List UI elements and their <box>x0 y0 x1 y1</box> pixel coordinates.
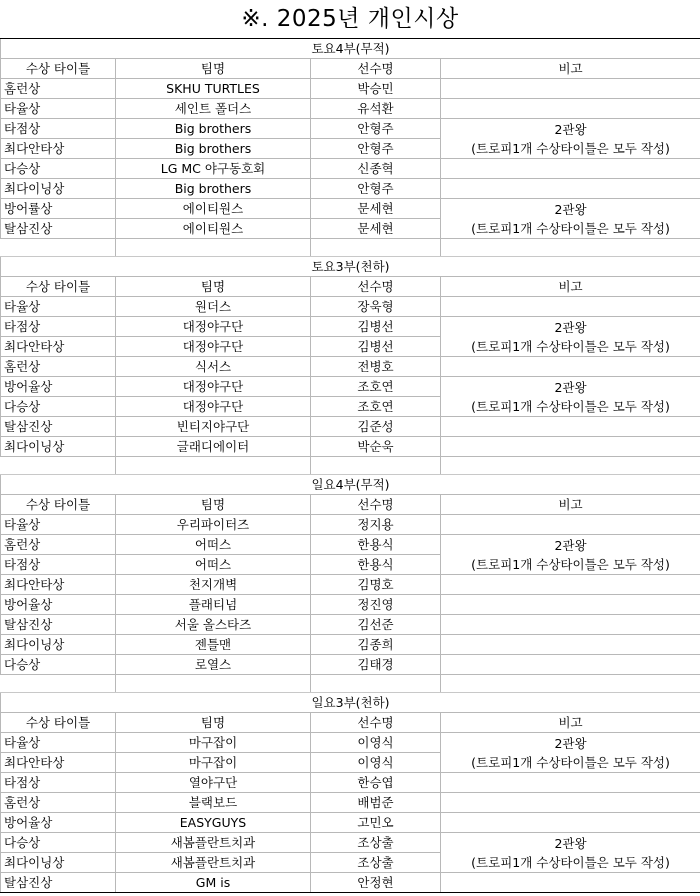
award-title: 방어율상 <box>1 377 116 397</box>
award-title: 최다이닝상 <box>1 635 116 655</box>
spacer-cell <box>311 239 441 257</box>
table-row <box>1 437 700 457</box>
team-name: 에이티원스 <box>116 199 311 219</box>
team-name: 원더스 <box>116 297 311 317</box>
spacer-row <box>1 239 700 257</box>
table-row <box>1 317 700 337</box>
header-team: 팀명 <box>116 59 311 79</box>
section-title: 일요4부(무적) <box>1 475 700 495</box>
header-team: 팀명 <box>116 713 311 733</box>
spacer-cell <box>1 675 116 693</box>
note-cell <box>441 199 700 239</box>
spacer-cell <box>311 675 441 693</box>
team-name: 어떠스 <box>116 535 311 555</box>
table-row <box>1 199 700 219</box>
award-title: 다승상 <box>1 397 116 417</box>
column-header-row <box>1 713 700 733</box>
table-row <box>1 793 700 813</box>
player-name: 장욱형 <box>311 297 441 317</box>
player-name: 이영식 <box>311 733 441 753</box>
table-row <box>1 179 700 199</box>
team-name: 대정야구단 <box>116 377 311 397</box>
note-double-crown: 2관왕 <box>554 379 587 395</box>
column-header-row <box>1 495 700 515</box>
header-award: 수상 타이틀 <box>1 277 116 297</box>
team-name: LG MC 야구동호회 <box>116 159 311 179</box>
award-title: 홈런상 <box>1 793 116 813</box>
player-name: 배범준 <box>311 793 441 813</box>
team-name: 블랙보드 <box>116 793 311 813</box>
table-row <box>1 595 700 615</box>
team-name: 대정야구단 <box>116 397 311 417</box>
player-name: 안형주 <box>311 179 441 199</box>
table-row <box>1 873 700 893</box>
table-row <box>1 119 700 139</box>
player-name: 안형주 <box>311 139 441 159</box>
note-cell <box>441 417 700 437</box>
header-note: 비고 <box>441 713 700 733</box>
award-title: 최다안타상 <box>1 139 116 159</box>
table-row <box>1 357 700 377</box>
team-name: 빈티지야구단 <box>116 417 311 437</box>
award-title: 탈삼진상 <box>1 615 116 635</box>
spacer-cell <box>116 675 311 693</box>
note-cell <box>441 357 700 377</box>
header-award: 수상 타이틀 <box>1 713 116 733</box>
team-name: Big brothers <box>116 139 311 159</box>
team-name: 세인트 폴더스 <box>116 99 311 119</box>
player-name: 유석환 <box>311 99 441 119</box>
note-trophy-instruction: (트로피1개 수상타이틀은 모두 작성) <box>471 220 670 236</box>
table-row <box>1 833 700 853</box>
award-title: 최다안타상 <box>1 337 116 357</box>
award-title: 홈런상 <box>1 79 116 99</box>
player-name: 정지용 <box>311 515 441 535</box>
player-name: 조상출 <box>311 833 441 853</box>
table-row <box>1 159 700 179</box>
spacer-cell <box>441 239 700 257</box>
note-trophy-instruction: (트로피1개 수상타이틀은 모두 작성) <box>471 754 670 770</box>
header-note: 비고 <box>441 59 700 79</box>
note-cell <box>441 655 700 675</box>
award-title: 탈삼진상 <box>1 219 116 239</box>
award-title: 방어율상 <box>1 595 116 615</box>
player-name: 문세현 <box>311 199 441 219</box>
table-row <box>1 297 700 317</box>
team-name: 로열스 <box>116 655 311 675</box>
note-cell <box>441 179 700 199</box>
award-title: 타점상 <box>1 773 116 793</box>
player-name: 김태경 <box>311 655 441 675</box>
page-title: ※. 2025년 개인시상 <box>241 6 459 32</box>
award-title: 방어률상 <box>1 199 116 219</box>
spacer-row <box>1 675 700 693</box>
note-double-crown: 2관왕 <box>554 537 587 553</box>
table-row <box>1 515 700 535</box>
player-name: 안형주 <box>311 119 441 139</box>
team-name: 대정야구단 <box>116 317 311 337</box>
note-cell <box>441 733 700 773</box>
note-cell <box>441 575 700 595</box>
player-name: 조상출 <box>311 853 441 873</box>
award-title: 타점상 <box>1 119 116 139</box>
note-double-crown: 2관왕 <box>554 319 587 335</box>
team-name: Big brothers <box>116 179 311 199</box>
team-name: 젠틀맨 <box>116 635 311 655</box>
section-title: 토요4부(무적) <box>1 39 700 59</box>
note-trophy-instruction: (트로피1개 수상타이틀은 모두 작성) <box>471 338 670 354</box>
note-cell <box>441 535 700 575</box>
award-title: 타율상 <box>1 515 116 535</box>
team-name: 서울 올스타즈 <box>116 615 311 635</box>
note-cell <box>441 615 700 635</box>
table-row <box>1 773 700 793</box>
note-trophy-instruction: (트로피1개 수상타이틀은 모두 작성) <box>471 854 670 870</box>
header-player: 선수명 <box>311 495 441 515</box>
header-player: 선수명 <box>311 713 441 733</box>
team-name: 마구잡이 <box>116 753 311 773</box>
table-row <box>1 417 700 437</box>
table-row <box>1 377 700 397</box>
player-name: 한용식 <box>311 535 441 555</box>
player-name: 한승엽 <box>311 773 441 793</box>
award-title: 최다이닝상 <box>1 437 116 457</box>
player-name: 문세현 <box>311 219 441 239</box>
team-name: 플래티넘 <box>116 595 311 615</box>
award-title: 최다안타상 <box>1 753 116 773</box>
award-title: 다승상 <box>1 833 116 853</box>
player-name: 전병호 <box>311 357 441 377</box>
team-name: 우리파이터즈 <box>116 515 311 535</box>
note-cell <box>441 635 700 655</box>
player-name: 박승민 <box>311 79 441 99</box>
section-title-row <box>1 257 700 277</box>
player-name: 안정현 <box>311 873 441 893</box>
note-double-crown: 2관왕 <box>554 121 587 137</box>
team-name: Big brothers <box>116 119 311 139</box>
note-cell <box>441 119 700 159</box>
team-name: GM is <box>116 873 311 893</box>
note-cell <box>441 297 700 317</box>
team-name: 에이티원스 <box>116 219 311 239</box>
team-name: 새봄플란트치과 <box>116 833 311 853</box>
section-title-row <box>1 475 700 495</box>
header-team: 팀명 <box>116 495 311 515</box>
award-title: 최다이닝상 <box>1 179 116 199</box>
note-cell <box>441 99 700 119</box>
player-name: 김병선 <box>311 317 441 337</box>
table-row <box>1 733 700 753</box>
award-title: 타율상 <box>1 733 116 753</box>
player-name: 조호연 <box>311 377 441 397</box>
header-player: 선수명 <box>311 277 441 297</box>
team-name: 식서스 <box>116 357 311 377</box>
header-note: 비고 <box>441 277 700 297</box>
note-double-crown: 2관왕 <box>554 735 587 751</box>
header-award: 수상 타이틀 <box>1 59 116 79</box>
team-name: 대정야구단 <box>116 337 311 357</box>
player-name: 김준성 <box>311 417 441 437</box>
spacer-cell <box>116 239 311 257</box>
note-cell <box>441 813 700 833</box>
player-name: 박순욱 <box>311 437 441 457</box>
player-name: 이영식 <box>311 753 441 773</box>
player-name: 김명호 <box>311 575 441 595</box>
table-row <box>1 635 700 655</box>
table-row <box>1 535 700 555</box>
award-title: 다승상 <box>1 159 116 179</box>
table-row <box>1 575 700 595</box>
note-cell <box>441 159 700 179</box>
team-name: 글래디에이터 <box>116 437 311 457</box>
table-row <box>1 615 700 635</box>
spacer-cell <box>1 457 116 475</box>
spacer-cell <box>1 239 116 257</box>
awards-table <box>0 38 700 893</box>
section-title-row <box>1 39 700 59</box>
team-name: 어떠스 <box>116 555 311 575</box>
table-row <box>1 79 700 99</box>
note-cell <box>441 515 700 535</box>
team-name: 천지개벽 <box>116 575 311 595</box>
note-cell <box>441 595 700 615</box>
team-name: 마구잡이 <box>116 733 311 753</box>
spacer-cell <box>311 457 441 475</box>
award-title: 타율상 <box>1 297 116 317</box>
note-cell <box>441 773 700 793</box>
award-title: 홈런상 <box>1 535 116 555</box>
section-title: 일요3부(천하) <box>1 693 700 713</box>
player-name: 김선준 <box>311 615 441 635</box>
note-trophy-instruction: (트로피1개 수상타이틀은 모두 작성) <box>471 398 670 414</box>
note-cell <box>441 377 700 417</box>
note-cell <box>441 793 700 813</box>
award-title: 탈삼진상 <box>1 417 116 437</box>
note-cell <box>441 317 700 357</box>
section-title-row <box>1 693 700 713</box>
header-player: 선수명 <box>311 59 441 79</box>
player-name: 정진영 <box>311 595 441 615</box>
column-header-row <box>1 59 700 79</box>
team-name: 열야구단 <box>116 773 311 793</box>
player-name: 고민오 <box>311 813 441 833</box>
player-name: 김병선 <box>311 337 441 357</box>
award-title: 타점상 <box>1 317 116 337</box>
player-name: 조호연 <box>311 397 441 417</box>
table-row <box>1 813 700 833</box>
table-row <box>1 99 700 119</box>
column-header-row <box>1 277 700 297</box>
note-cell <box>441 873 700 893</box>
award-title: 타점상 <box>1 555 116 575</box>
award-title: 타율상 <box>1 99 116 119</box>
award-title: 다승상 <box>1 655 116 675</box>
spacer-cell <box>441 675 700 693</box>
team-name: 새봄플란트치과 <box>116 853 311 873</box>
award-title: 최다안타상 <box>1 575 116 595</box>
player-name: 신종혁 <box>311 159 441 179</box>
note-cell <box>441 437 700 457</box>
header-award: 수상 타이틀 <box>1 495 116 515</box>
player-name: 한용식 <box>311 555 441 575</box>
section-title: 토요3부(천하) <box>1 257 700 277</box>
award-title: 탈삼진상 <box>1 873 116 893</box>
table-row <box>1 655 700 675</box>
team-name: SKHU TURTLES <box>116 79 311 99</box>
award-title: 홈런상 <box>1 357 116 377</box>
header-team: 팀명 <box>116 277 311 297</box>
note-cell <box>441 833 700 873</box>
note-cell <box>441 79 700 99</box>
note-double-crown: 2관왕 <box>554 835 587 851</box>
team-name: EASYGUYS <box>116 813 311 833</box>
award-title: 최다이닝상 <box>1 853 116 873</box>
award-title: 방어율상 <box>1 813 116 833</box>
note-trophy-instruction: (트로피1개 수상타이틀은 모두 작성) <box>471 140 670 156</box>
player-name: 김종희 <box>311 635 441 655</box>
spacer-row <box>1 457 700 475</box>
note-double-crown: 2관왕 <box>554 201 587 217</box>
spacer-cell <box>116 457 311 475</box>
header-note: 비고 <box>441 495 700 515</box>
spacer-cell <box>441 457 700 475</box>
note-trophy-instruction: (트로피1개 수상타이틀은 모두 작성) <box>471 556 670 572</box>
